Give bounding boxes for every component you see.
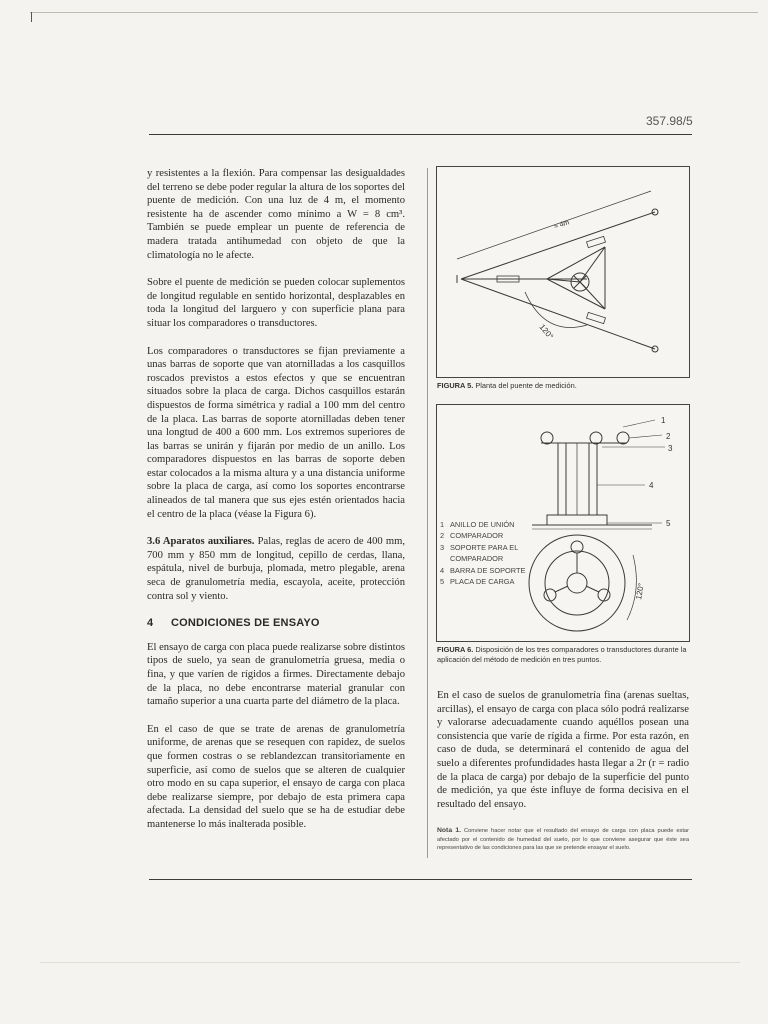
angle-label: 120° <box>537 322 555 341</box>
right-column <box>437 689 689 825</box>
scan-corner-mark <box>31 12 32 22</box>
figure-5-number: FIGURA 5. <box>437 381 474 390</box>
figure-6-caption-text: Disposición de los tres comparadores o transductores durante la aplicación del método de medición en tres puntos. <box>437 645 687 664</box>
note-text: Conviene hacer notar que el resultado del ensayo de carga con placa puede estar afectado por el contenido de humedad del suelo, por lo que conviene asegurar que éste sea representativo de las condiciones para las que se pretende ensayar el suelo. <box>437 828 689 852</box>
legend-item: 2 COMPARADOR <box>440 531 504 541</box>
figure-5-caption <box>437 381 689 391</box>
legend-item: 3 SOPORTE PARA EL <box>440 542 519 552</box>
paragraph: y resistentes a la flexión. Para compensar las desigualdades del terreno se debe poder regular la altura de los soportes del puente de medición. Con una luz de 4 m, el momento resistente ha de ascender como mínimo a W = 8 cm³. También se puede emplear un puente de referencia de madera tratada antihumedad con objeto de que la climatología no le afecte. <box>147 168 405 261</box>
paragraph <box>147 535 405 603</box>
header-rule <box>149 134 692 135</box>
legend-item: 5 PLACA DE CARGA <box>440 577 515 587</box>
section-title: CONDICIONES DE ENSAYO <box>171 617 320 630</box>
paragraph: En el caso de suelos de granulometría fina (arenas sueltas, arcillas), el ensayo de carga con placa sólo podrá realizarse y valorarse adecuadamente cuando aquéllos posean una consistencia que varíe de rígida a firme. Por esta razón, en caso de duda, se determinará el contenido de agua del suelo a diferentes profundidades hasta llegar a 2r (r = radio de la placa de carga) por debajo de la superficie del punto de medición, ya que éste influye de forma decisiva en el resultado del ensayo. <box>437 690 689 810</box>
figure-6-number: FIGURA 6. <box>437 645 474 654</box>
callout-3: 3 <box>668 444 673 453</box>
note-label: Nota 1. <box>437 827 462 834</box>
callout-5: 5 <box>666 519 671 528</box>
paragraph: Sobre el puente de medición se pueden colocar suplementos de longitud regulable en sentido horizontal, desplazables en toda la longitud del larguero y con superficie plana para situar los comparadores o transductores. <box>147 277 405 329</box>
paragraph: El ensayo de carga con placa puede realizarse sobre distintos tipos de suelo, ya sean de granulometría gruesa, media o fina, y que varíen de rígidos a firmes. Directamente debajo de la placa, no debe encontrarse material granular con tamaño superior a una cuarta parte del diámetro de la placa. <box>147 641 405 708</box>
left-column <box>147 167 405 846</box>
section-heading <box>147 617 405 631</box>
figure-6-legend <box>440 519 525 587</box>
callout-1: 1 <box>661 416 666 425</box>
figure-6-caption <box>437 645 687 664</box>
scan-edge-line <box>30 12 758 13</box>
column-separator <box>427 168 428 858</box>
scan-edge-line-bottom <box>40 962 740 963</box>
callout-2: 2 <box>666 432 671 441</box>
legend-item: COMPARADOR <box>450 554 504 564</box>
subsection-title: 3.6 Aparatos auxiliares. <box>147 536 255 548</box>
figure-5-caption-text: Planta del puente de medición. <box>473 381 577 390</box>
note-1 <box>437 827 689 853</box>
footer-rule <box>149 879 692 880</box>
legend-item: 4 BARRA DE SOPORTE <box>440 565 526 575</box>
section-number: 4 <box>147 617 154 630</box>
subsection-body: Palas, reglas de acero de 400 mm, 700 mm y 850 mm de longitud, cepillo de cerdas, llana, espátula, nivel de burbuja, plomada, metro plegable, arena seca de granulometría media, escayola, aceite, protección contra sol y viento. <box>147 536 405 602</box>
angle-label: 120° <box>634 582 646 601</box>
paragraph: Los comparadores o transductores se fijan previamente a unas barras de soporte que van atornilladas a los casquillos roscados previstos a estos efectos y que se encuentran situados sobre la placa de carga. Dichos casquillos estarán dispuestos de forma simétrica y radial a 100 mm del centro de la placa. Las barras de soporte atornilladas deben tener una longtud de 400 a 600 mm. Los extremos superiores de las barras se unirán y fijarán por medio de un anillo. Los comparadores dispuestos en las barras de soporte deben estar colocados a la misma altura y a una distancia uniforme sobre la placa de carga, así como los soportes encontrarse alineados de tal manera que sus ejes estén orientados hacia el centro de la placa (véase la Figura 6). <box>147 345 405 520</box>
dimension-label: ≈ 4m <box>553 219 571 231</box>
callout-4: 4 <box>649 481 654 490</box>
figure-5-frame <box>436 166 690 378</box>
paragraph: En el caso de que se trate de arenas de granulometría uniforme, de arenas que se resequen con rapidez, de suelos que formen costras o se reblandezcan transitoriamente en superficie, así como de suelos que se alteren de cualquier otro modo en su capa superior, el ensayo de carga con placa debe realizarse siempre, por debajo de esta primera capa afectada. La densidad del suelo que se ha de estudiar debe mantenerse lo más inalterada posible. <box>147 723 405 830</box>
legend-item: 1 ANILLO DE UNIÓN <box>440 520 515 529</box>
figure-5-drawing <box>437 167 689 377</box>
page-number: 357.98/5 <box>646 114 693 128</box>
